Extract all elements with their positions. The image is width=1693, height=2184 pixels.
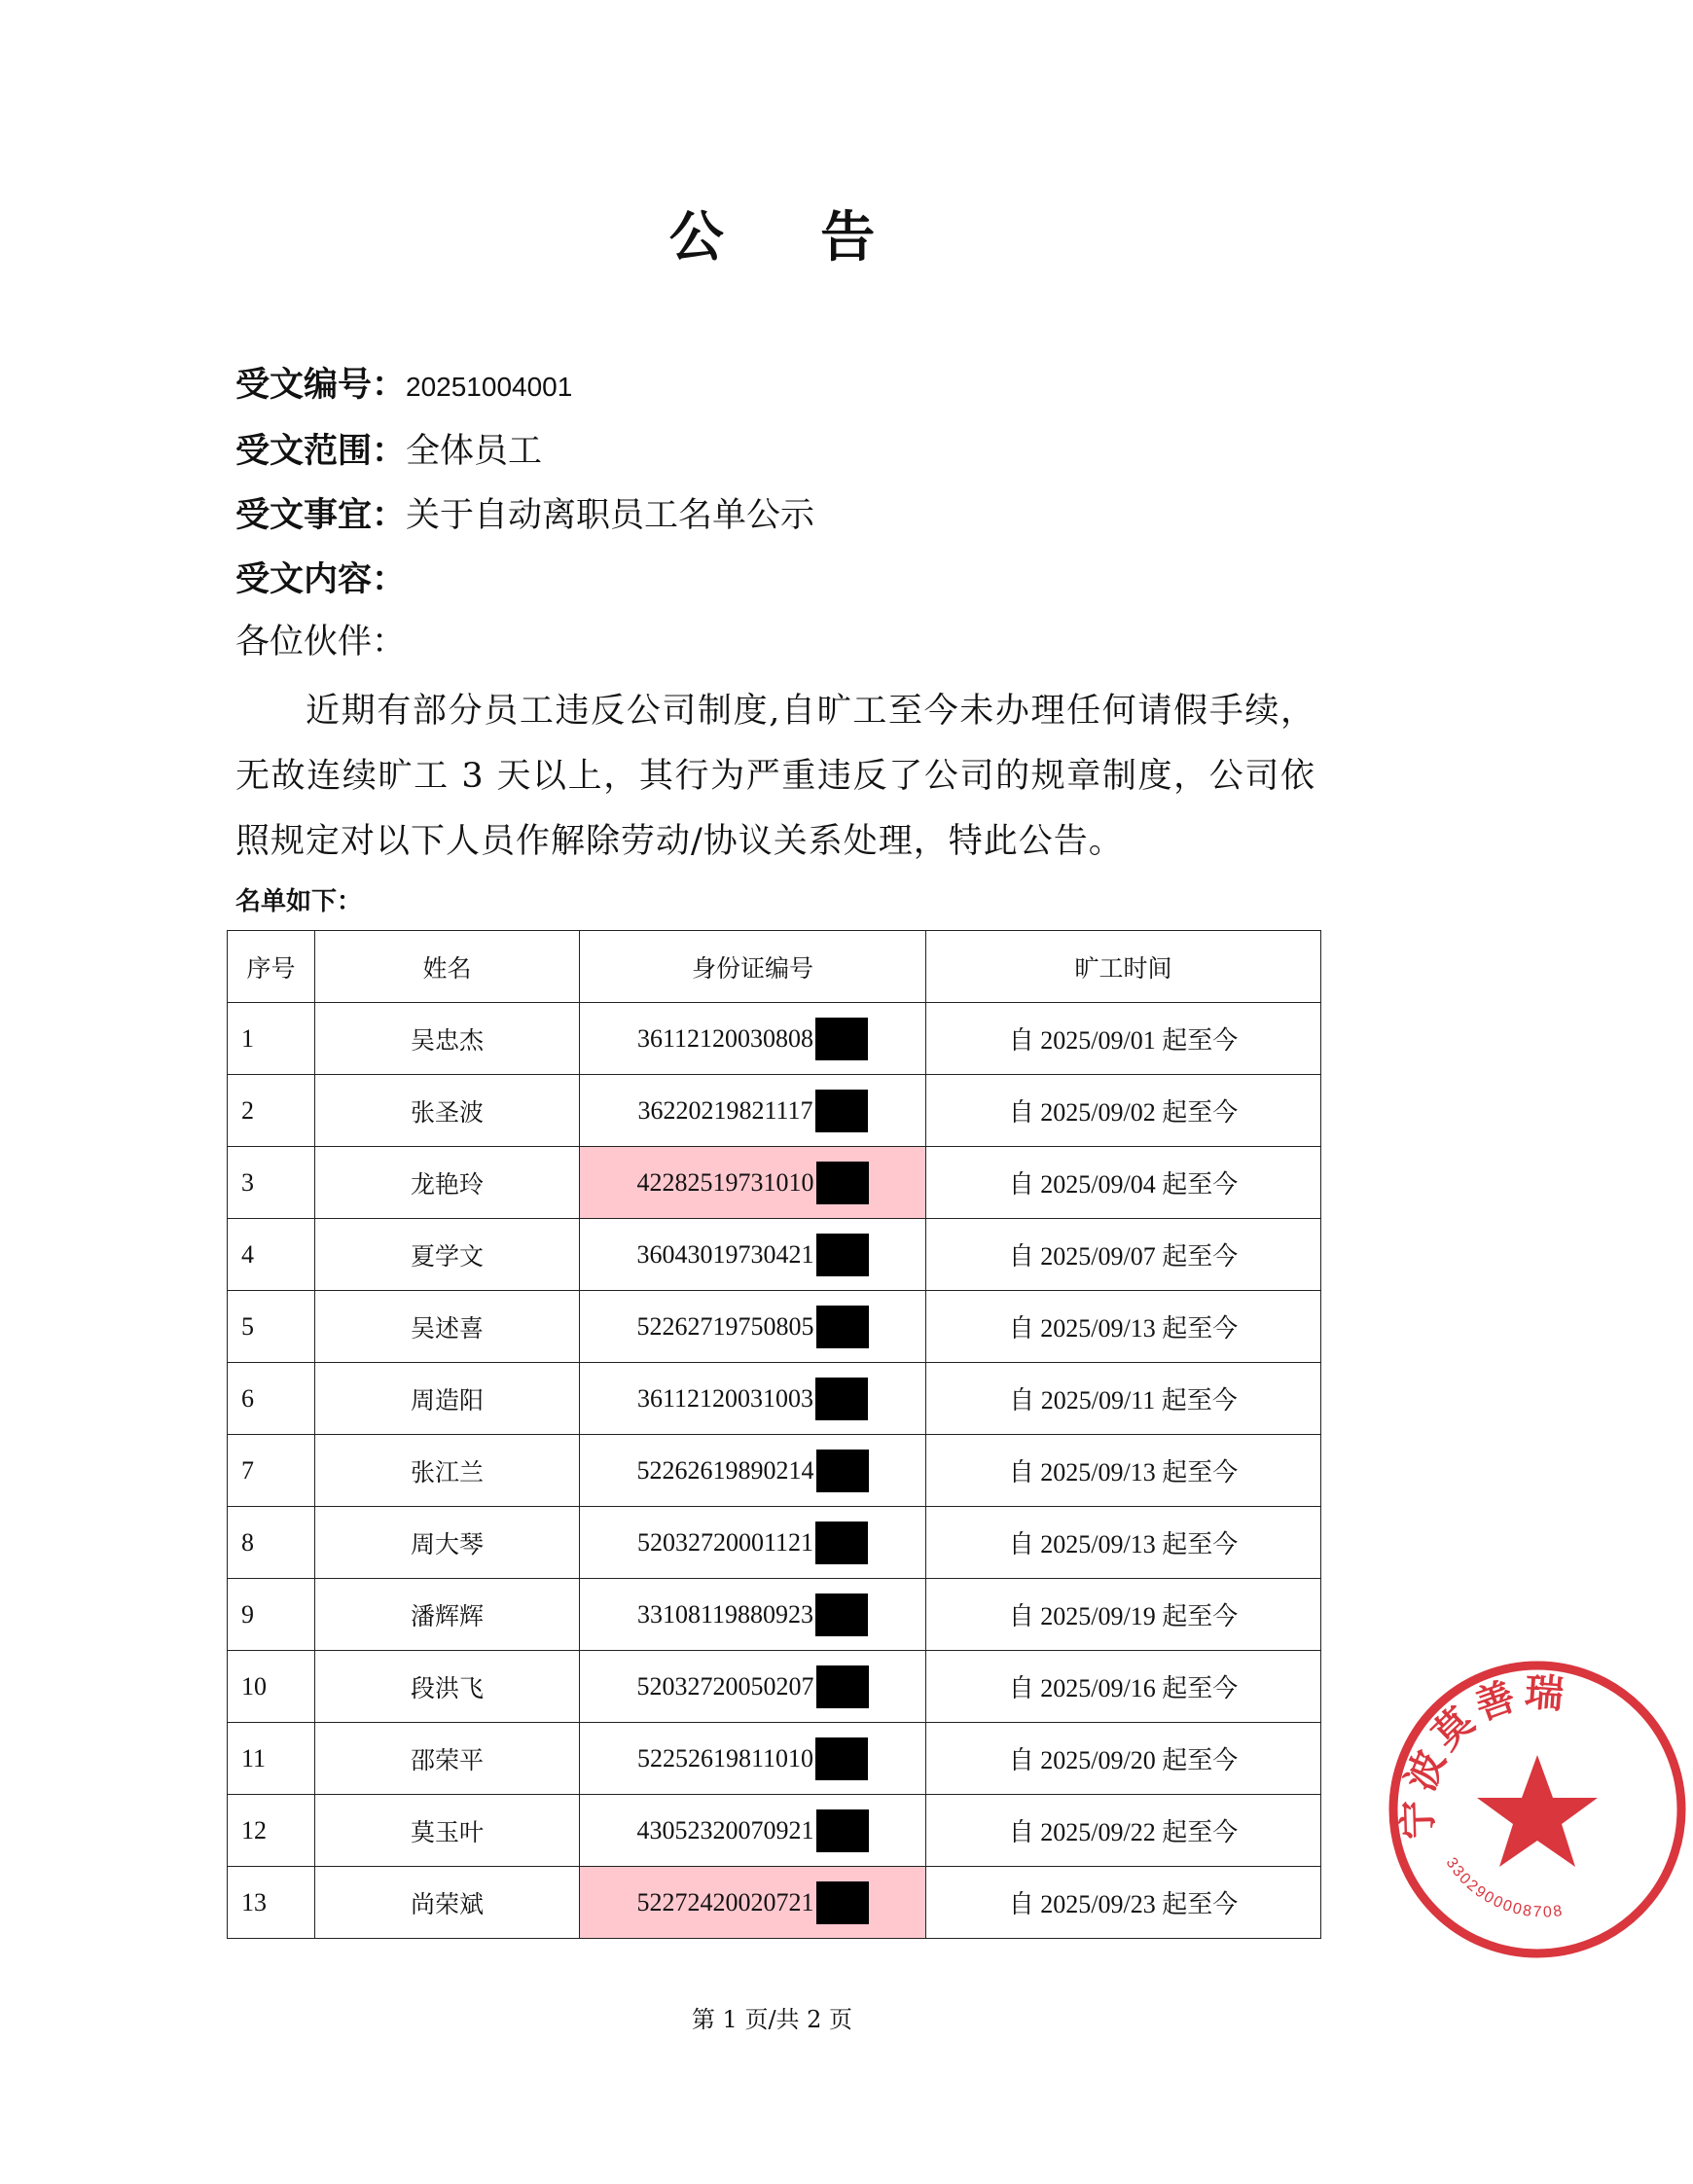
redaction-block bbox=[816, 1234, 869, 1276]
row-name: 周大琴 bbox=[315, 1507, 580, 1579]
header-name: 姓名 bbox=[315, 931, 580, 1003]
subject-value: 关于自动离职员工名单公示 bbox=[406, 496, 815, 535]
row-id-number: 43052320070921 bbox=[636, 1815, 814, 1844]
row-id-cell bbox=[580, 1723, 926, 1795]
row-seq: 7 bbox=[228, 1435, 315, 1507]
row-id-cell bbox=[580, 1003, 926, 1075]
row-absence-date: 自 2025/09/13 起至今 bbox=[926, 1291, 1321, 1363]
scope-label: 受文范围： bbox=[235, 431, 407, 471]
seal-number: 3302900008708 bbox=[1442, 1854, 1566, 1921]
row-name: 邵荣平 bbox=[315, 1723, 580, 1795]
table-row bbox=[228, 1795, 1321, 1867]
body-paragraph: 近期有部分员工违反公司制度,自旷工至今未办理任何请假手续，无故连续旷工 3 天以上，其行为严重违反了公司的规章制度，公司依照规定对以下人员作解除劳动/协议关系处理，特此公告。 bbox=[235, 692, 1315, 861]
redaction-block bbox=[815, 1018, 868, 1060]
table-row bbox=[228, 1579, 1321, 1651]
table-row bbox=[228, 1003, 1321, 1075]
row-seq: 4 bbox=[228, 1219, 315, 1291]
subject-line bbox=[235, 488, 814, 537]
row-seq: 6 bbox=[228, 1363, 315, 1435]
list-heading: 名单如下： bbox=[235, 887, 363, 916]
row-id-number: 52272420020721 bbox=[636, 1887, 814, 1916]
redaction-block bbox=[816, 1809, 869, 1852]
doc-number-label: 受文编号： bbox=[235, 365, 407, 405]
row-id-number: 36112120031003 bbox=[636, 1383, 814, 1413]
row-absence-date: 自 2025/09/13 起至今 bbox=[926, 1507, 1321, 1579]
row-id-cell bbox=[580, 1147, 926, 1219]
redaction-block bbox=[815, 1593, 868, 1636]
roster-table bbox=[227, 930, 1321, 1939]
table-row bbox=[228, 1075, 1321, 1147]
table-row bbox=[228, 1435, 1321, 1507]
row-id-cell bbox=[580, 1291, 926, 1363]
row-absence-date: 自 2025/09/01 起至今 bbox=[926, 1003, 1321, 1075]
redaction-block bbox=[816, 1665, 869, 1708]
row-seq: 3 bbox=[228, 1147, 315, 1219]
row-name: 莫玉叶 bbox=[315, 1795, 580, 1867]
row-id-cell bbox=[580, 1075, 926, 1147]
subject-label: 受文事宜： bbox=[235, 495, 407, 535]
row-id-number: 36112120030808 bbox=[636, 1023, 814, 1053]
row-seq: 13 bbox=[228, 1867, 315, 1939]
row-id-cell bbox=[580, 1435, 926, 1507]
redaction-block bbox=[815, 1737, 868, 1780]
row-id-cell bbox=[580, 1219, 926, 1291]
row-id-cell bbox=[580, 1651, 926, 1723]
document-title: 公 告 bbox=[668, 205, 915, 269]
scope-value: 全体员工 bbox=[406, 432, 543, 471]
row-absence-date: 自 2025/09/16 起至今 bbox=[926, 1651, 1321, 1723]
row-absence-date: 自 2025/09/20 起至今 bbox=[926, 1723, 1321, 1795]
row-name: 吴述喜 bbox=[315, 1291, 580, 1363]
doc-number-value: 20251004001 bbox=[406, 372, 573, 402]
row-name: 张江兰 bbox=[315, 1435, 580, 1507]
row-name: 龙艳玲 bbox=[315, 1147, 580, 1219]
row-seq: 9 bbox=[228, 1579, 315, 1651]
row-id-cell bbox=[580, 1579, 926, 1651]
row-absence-date: 自 2025/09/11 起至今 bbox=[926, 1363, 1321, 1435]
row-id-cell bbox=[580, 1867, 926, 1939]
row-id-number: 52032720001121 bbox=[636, 1527, 814, 1557]
content-label: 受文内容： bbox=[235, 559, 407, 599]
row-absence-date: 自 2025/09/02 起至今 bbox=[926, 1075, 1321, 1147]
scope-line bbox=[235, 424, 542, 473]
row-seq: 5 bbox=[228, 1291, 315, 1363]
row-seq: 8 bbox=[228, 1507, 315, 1579]
redaction-block bbox=[815, 1522, 868, 1564]
table-row bbox=[228, 1291, 1321, 1363]
header-id: 身份证编号 bbox=[580, 931, 926, 1003]
row-name: 周造阳 bbox=[315, 1363, 580, 1435]
row-id-number: 42282519731010 bbox=[636, 1167, 814, 1197]
row-name: 段洪飞 bbox=[315, 1651, 580, 1723]
row-absence-date: 自 2025/09/19 起至今 bbox=[926, 1579, 1321, 1651]
row-absence-date: 自 2025/09/07 起至今 bbox=[926, 1219, 1321, 1291]
row-name: 吴忠杰 bbox=[315, 1003, 580, 1075]
table-row bbox=[228, 1723, 1321, 1795]
row-absence-date: 自 2025/09/23 起至今 bbox=[926, 1867, 1321, 1939]
row-id-number: 52262719750805 bbox=[636, 1311, 814, 1341]
table-row bbox=[228, 1651, 1321, 1723]
row-id-cell bbox=[580, 1507, 926, 1579]
row-id-number: 36220219821117 bbox=[637, 1095, 813, 1125]
company-seal bbox=[1382, 1654, 1693, 1965]
row-seq: 10 bbox=[228, 1651, 315, 1723]
row-name: 潘辉辉 bbox=[315, 1579, 580, 1651]
row-name: 张圣波 bbox=[315, 1075, 580, 1147]
table-row bbox=[228, 1507, 1321, 1579]
table-row bbox=[228, 1219, 1321, 1291]
row-seq: 12 bbox=[228, 1795, 315, 1867]
row-absence-date: 自 2025/09/22 起至今 bbox=[926, 1795, 1321, 1867]
row-absence-date: 自 2025/09/04 起至今 bbox=[926, 1147, 1321, 1219]
row-id-number: 52252619811010 bbox=[636, 1743, 814, 1772]
header-seq: 序号 bbox=[228, 931, 315, 1003]
redaction-block bbox=[815, 1378, 868, 1420]
table-row bbox=[228, 1867, 1321, 1939]
redaction-block bbox=[816, 1162, 869, 1204]
row-seq: 1 bbox=[228, 1003, 315, 1075]
doc-number-line bbox=[235, 358, 572, 407]
seal-star bbox=[1477, 1755, 1598, 1867]
row-id-number: 33108119880923 bbox=[636, 1599, 814, 1629]
redaction-block bbox=[816, 1450, 869, 1492]
row-id-number: 52032720050207 bbox=[636, 1671, 814, 1701]
row-id-cell bbox=[580, 1795, 926, 1867]
row-seq: 2 bbox=[228, 1075, 315, 1147]
greeting: 各位伙伴： bbox=[235, 623, 407, 662]
row-id-number: 52262619890214 bbox=[636, 1455, 814, 1485]
row-seq: 11 bbox=[228, 1723, 315, 1795]
table-row bbox=[228, 1363, 1321, 1435]
row-id-number: 36043019730421 bbox=[636, 1239, 814, 1269]
table-row bbox=[228, 1147, 1321, 1219]
redaction-block bbox=[816, 1881, 869, 1924]
header-absence-date: 旷工时间 bbox=[926, 931, 1321, 1003]
row-id-cell bbox=[580, 1363, 926, 1435]
roster-body bbox=[228, 1003, 1321, 1939]
row-absence-date: 自 2025/09/13 起至今 bbox=[926, 1435, 1321, 1507]
row-name: 尚荣斌 bbox=[315, 1867, 580, 1939]
row-name: 夏学文 bbox=[315, 1219, 580, 1291]
redaction-block bbox=[816, 1306, 869, 1348]
content-line bbox=[235, 553, 406, 601]
redaction-block bbox=[815, 1090, 868, 1132]
table-header-row bbox=[228, 931, 1321, 1003]
seal-text: 宁波莫善瑞 bbox=[1394, 1668, 1571, 1841]
page-footer: 第 1 页/共 2 页 bbox=[691, 2006, 853, 2033]
